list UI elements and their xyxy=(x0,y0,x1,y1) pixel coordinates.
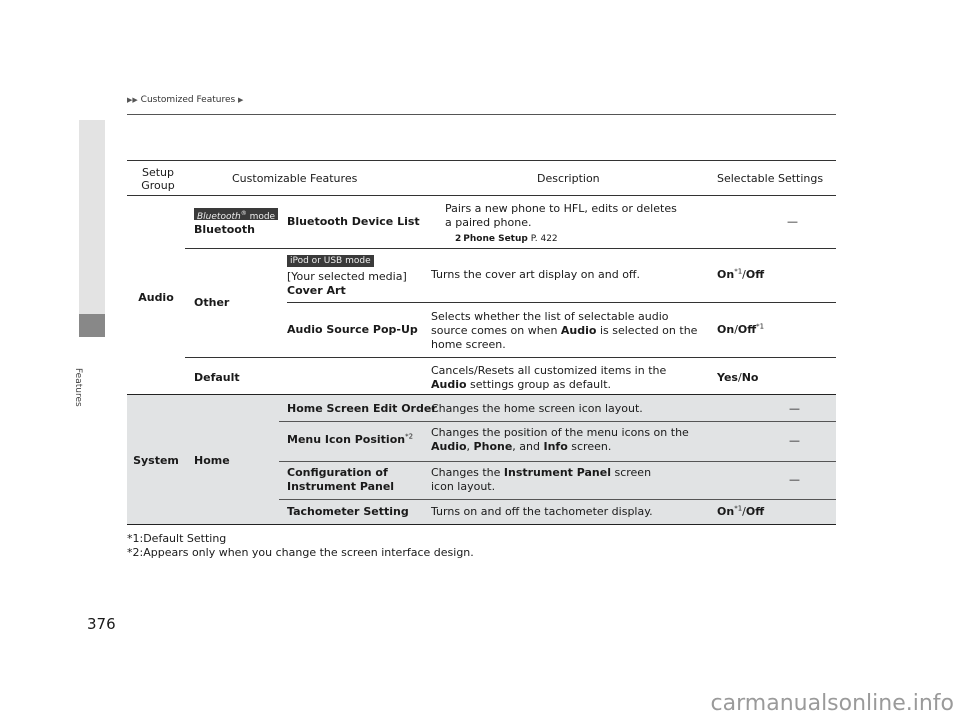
breadcrumb-arrow-icon: ▶▶ xyxy=(127,96,138,104)
header-setup-group: Setup Group xyxy=(141,166,175,192)
sub-default: Default xyxy=(194,371,240,384)
table-top-rule xyxy=(127,160,836,161)
row-rule xyxy=(279,499,836,500)
setting-home-screen-edit-order: — xyxy=(789,402,800,415)
row-rule xyxy=(279,461,836,462)
desc-audio-source-popup: Selects whether the list of selectable audio source comes on when Audio is selected on the home screen. xyxy=(431,310,698,351)
sub-bluetooth: Bluetooth xyxy=(194,223,255,236)
feature-instrument-panel-line2: Instrument Panel xyxy=(287,480,395,493)
feature-cover-art-line1: [Your selected media] xyxy=(287,270,407,283)
header-features: Customizable Features xyxy=(232,172,358,185)
desc-cover-art: Turns the cover art display on and off. xyxy=(431,268,640,281)
footnote-1: *1:Default Setting xyxy=(127,532,227,545)
header-description: Description xyxy=(537,172,600,185)
setting-menu-icon-position: — xyxy=(789,434,800,447)
breadcrumb[interactable] xyxy=(127,95,243,105)
setting-instrument-panel: — xyxy=(789,473,800,486)
desc-default: Cancels/Resets all customized items in the Audio settings group as default. xyxy=(431,364,667,391)
table-bottom-rule xyxy=(127,524,836,525)
sub-other: Other xyxy=(194,296,230,309)
desc-bluetooth: Pairs a new phone to HFL, edits or deletes a paired phone. xyxy=(445,202,677,229)
setting-default: Yes/No xyxy=(717,371,759,384)
feature-bluetooth-device-list: Bluetooth Device List xyxy=(287,215,420,228)
breadcrumb-label: Customized Features xyxy=(140,95,236,105)
sub-home: Home xyxy=(194,454,230,467)
feature-home-screen-edit-order: Home Screen Edit Order xyxy=(287,402,437,415)
group-audio: Audio xyxy=(138,291,174,304)
header-bottom-rule xyxy=(127,195,836,196)
setting-audio-source-popup: On/Off$^{*1}$ xyxy=(717,322,765,336)
watermark: carmanualsonline.info xyxy=(710,691,954,716)
group-system: System xyxy=(133,454,179,467)
ipod-usb-mode-tag: iPod or USB mode xyxy=(287,255,374,267)
setting-tachometer: On$^{*1}$/Off xyxy=(717,504,765,518)
bluetooth-mode-tag: Bluetooth® mode xyxy=(194,208,278,220)
header-settings: Selectable Settings xyxy=(717,172,824,185)
desc-home-screen-edit-order: Changes the home screen icon layout. xyxy=(431,402,643,415)
row-rule xyxy=(185,248,836,249)
side-label: Features xyxy=(73,368,83,407)
page-number: 376 xyxy=(87,615,116,633)
footnotes xyxy=(127,532,474,560)
row-rule xyxy=(287,302,836,303)
feature-menu-icon-position: Menu Icon Position$^{*2}$ xyxy=(287,432,414,446)
setting-cover-art: On$^{*1}$/Off xyxy=(717,267,765,281)
xref-phone-setup[interactable]: 2 Phone Setup P. 422 xyxy=(455,234,558,244)
desc-menu-icon-position: Changes the position of the menu icons on the Audio, Phone, and Info screen. xyxy=(431,426,689,453)
footnote-2: *2:Appears only when you change the screen interface design. xyxy=(127,546,474,559)
reference-arrow-icon: 2 xyxy=(455,234,462,244)
feature-cover-art-line2: Cover Art xyxy=(287,284,346,297)
desc-instrument-panel: Changes the Instrument Panel screen icon layout. xyxy=(431,466,652,493)
feature-instrument-panel-line1: Configuration of xyxy=(287,466,388,479)
feature-audio-source-popup: Audio Source Pop-Up xyxy=(287,323,418,336)
header-rule xyxy=(127,114,836,115)
row-rule xyxy=(185,357,836,358)
desc-tachometer-setting: Turns on and off the tachometer display. xyxy=(431,505,653,518)
breadcrumb-arrow-icon: ▶ xyxy=(238,96,244,104)
feature-tachometer-setting: Tachometer Setting xyxy=(287,505,409,518)
side-tab xyxy=(79,120,105,337)
row-rule xyxy=(279,421,836,422)
setting-bluetooth: — xyxy=(787,215,798,228)
side-tab-marker xyxy=(79,314,105,337)
